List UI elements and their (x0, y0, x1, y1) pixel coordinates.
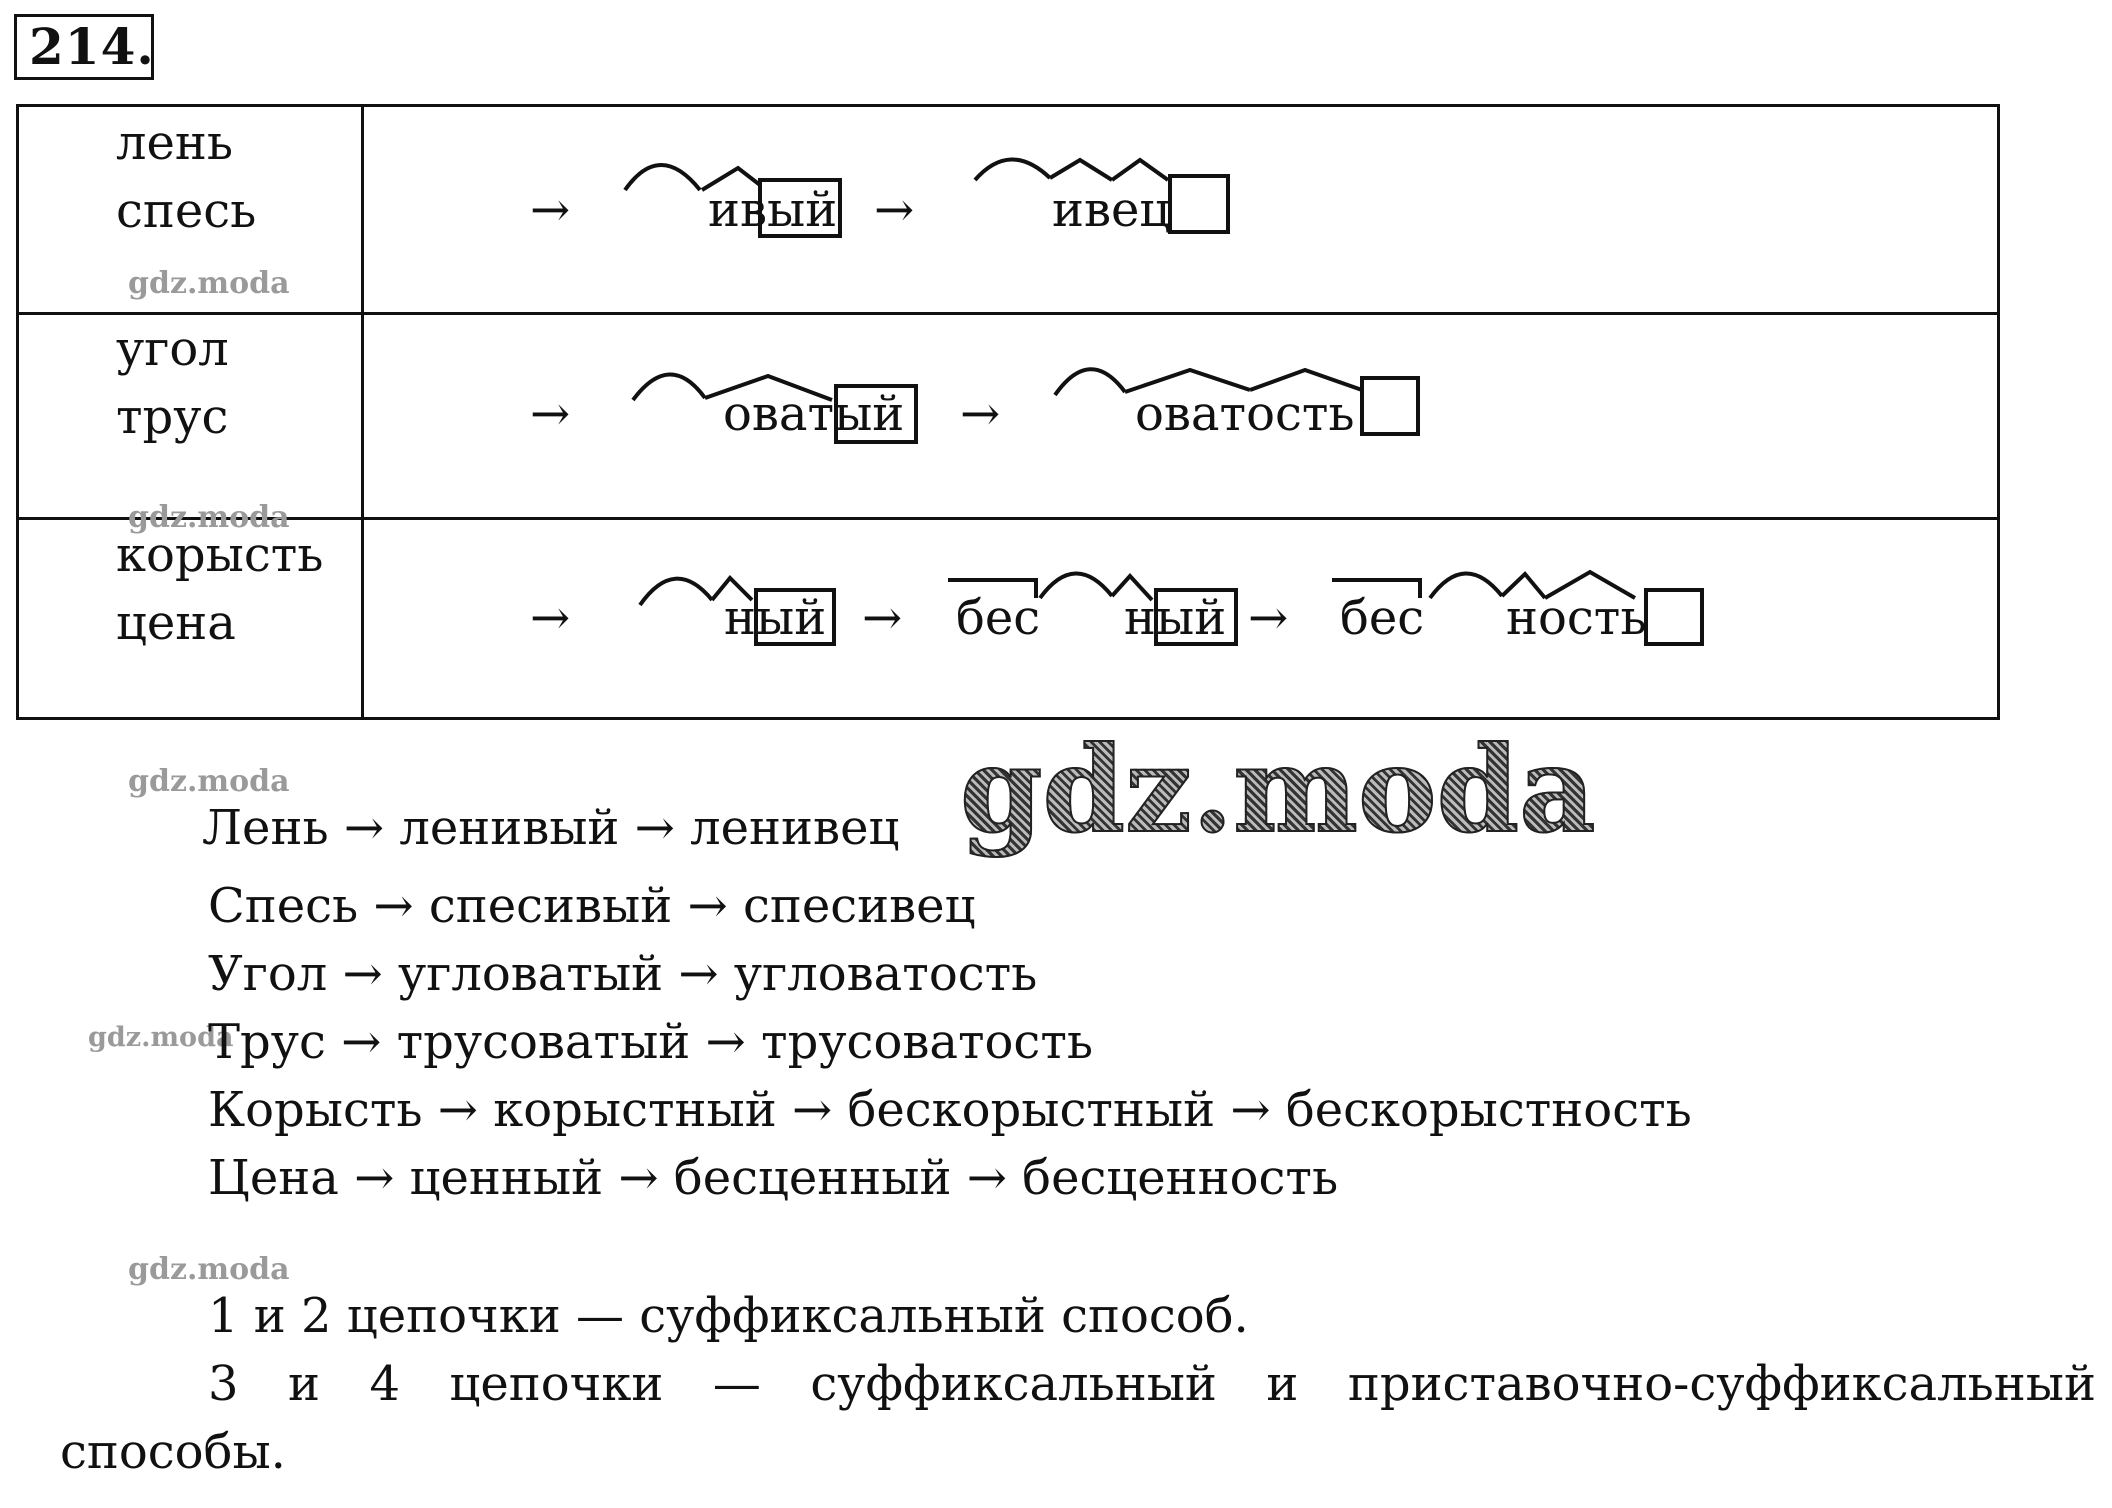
row3-word2: цена (116, 595, 236, 651)
watermark: gdz.moda (128, 500, 290, 535)
chain-line: Спесь → спесивый → спесивец (208, 878, 976, 934)
exercise-number: 214. (14, 14, 154, 80)
root-arc (633, 374, 705, 400)
arrow: → (530, 590, 571, 646)
conclusion-line: 1 и 2 цепочки — суффиксальный способ. (208, 1288, 1249, 1344)
root-arc (1430, 573, 1502, 598)
suffix-text: ивый (708, 182, 838, 238)
root-arc (640, 579, 712, 605)
arrow: → (874, 182, 915, 238)
conclusion-word: приставочно-суффиксальный (1347, 1356, 2096, 1412)
suffix-text: ный (724, 590, 827, 646)
root-arc (625, 165, 700, 190)
conclusion-word: цепочки (449, 1356, 664, 1412)
conclusion-word: — (712, 1356, 761, 1412)
row1-word2: спесь (116, 183, 257, 239)
suffix-text: ность (1506, 590, 1647, 646)
arrow: → (960, 386, 1001, 442)
conclusion-word: 3 (208, 1356, 239, 1412)
watermark-large: gdz.moda (960, 720, 1596, 859)
row2-word1: угол (116, 321, 229, 377)
chain-line: Лень → ленивый → ленивец (202, 800, 900, 856)
chain-line: Угол → угловатый → угловатость (208, 946, 1038, 1002)
suffix-text: ивец (1052, 182, 1171, 238)
row2-word2: трус (116, 389, 229, 445)
root-arc (975, 159, 1050, 180)
chain-line: Корысть → корыстный → бескорыстный → бескорыстность (208, 1082, 1692, 1138)
conclusion-word: и (288, 1356, 321, 1412)
ending-box (1170, 176, 1228, 232)
prefix-text: бес (956, 590, 1041, 646)
conclusion-line: способы. (60, 1424, 286, 1480)
conclusion-word: 4 (369, 1356, 401, 1412)
chain-line: Трус → трусоватый → трусоватость (208, 1014, 1093, 1070)
ending-box (1362, 378, 1418, 434)
suffix-caret (1050, 160, 1112, 180)
suffix-text: оватый (723, 386, 905, 442)
arrow: → (530, 386, 571, 442)
watermark: gdz.moda (128, 764, 290, 799)
suffix-text: ный (1124, 590, 1227, 646)
conclusion-word: и (1266, 1356, 1299, 1412)
arrow: → (862, 590, 903, 646)
arrow: → (530, 182, 571, 238)
chain-line: Цена → ценный → бесценный → бесценность (208, 1150, 1339, 1206)
ending-box (1646, 590, 1702, 644)
root-arc (1055, 369, 1125, 395)
prefix-text: бес (1340, 590, 1425, 646)
row3-word1: корысть (116, 527, 324, 583)
conclusion-line (208, 1354, 2096, 1414)
arrow: → (1248, 590, 1289, 646)
suffix-text: оватость (1135, 386, 1355, 442)
watermark: gdz.moda (128, 266, 290, 301)
row1-word1: лень (116, 115, 234, 171)
conclusion-word: суффиксальный (810, 1356, 1217, 1412)
suffix-caret (1112, 160, 1168, 180)
root-arc (1040, 573, 1112, 598)
watermark: gdz.moda (88, 1022, 234, 1053)
watermark: gdz.moda (128, 1252, 290, 1287)
